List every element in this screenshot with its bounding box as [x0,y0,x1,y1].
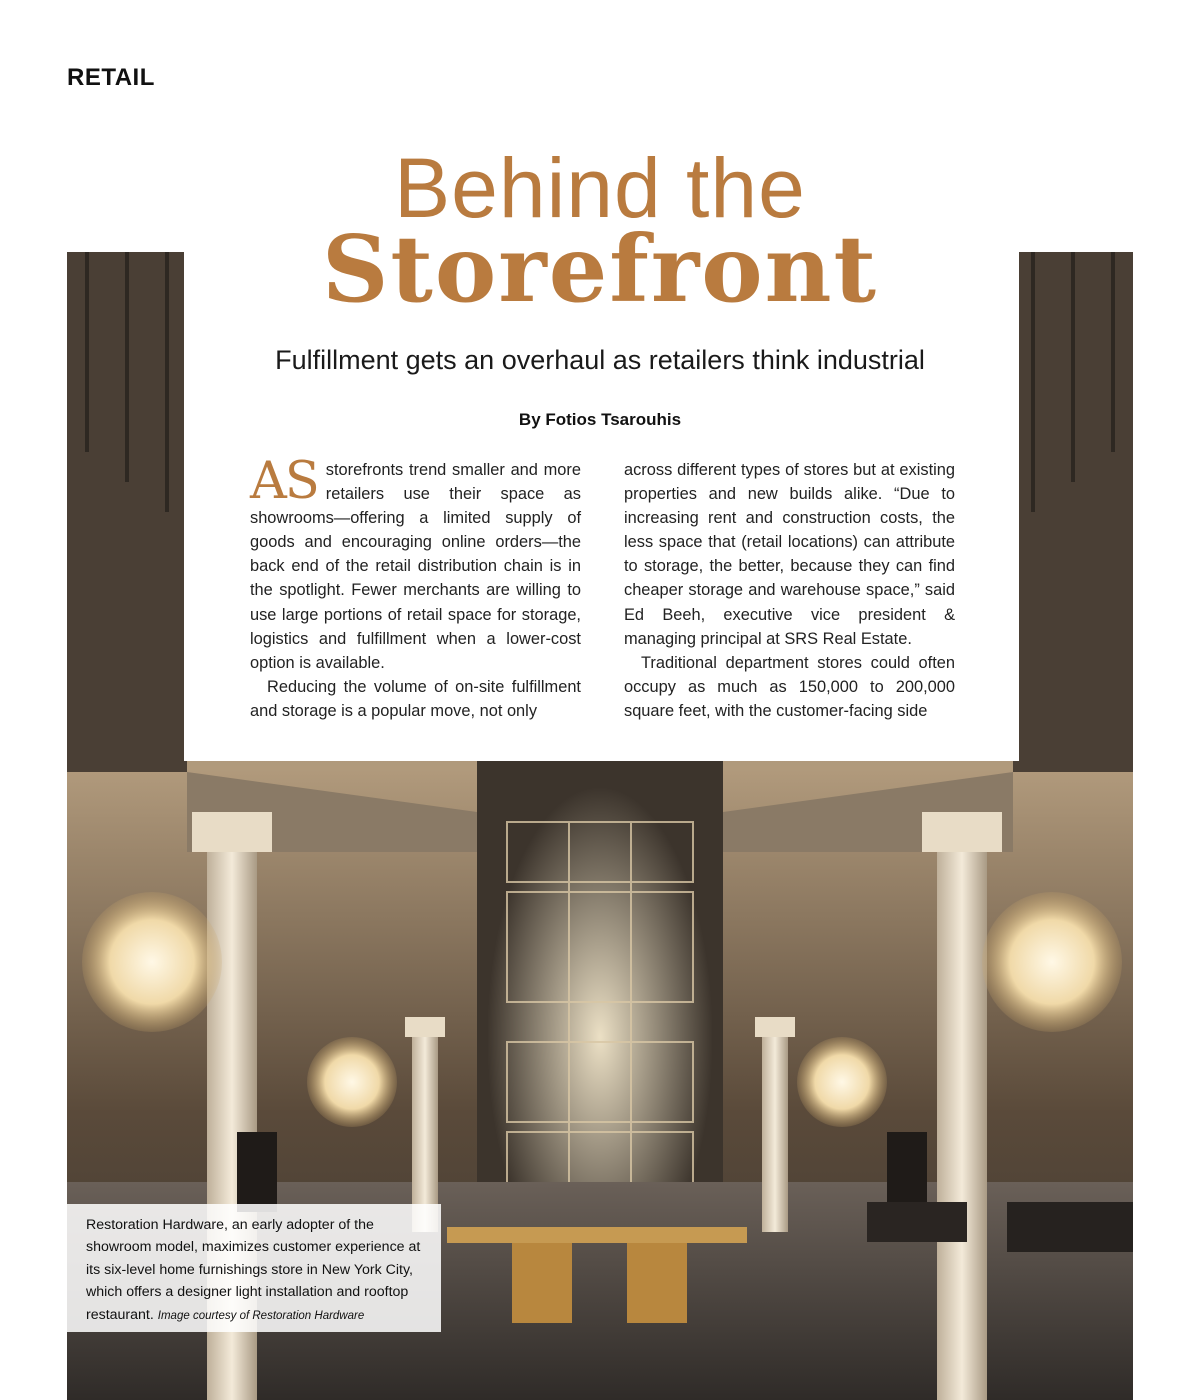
drop-cap: AS [250,452,318,511]
article-paragraph-2: Reducing the volume of on-site fulfillment and storage is a popular move, not only [250,677,581,720]
headline-line-1: Behind the [394,141,806,235]
article-column-left [250,452,581,723]
paragraph-1-text: storefronts trend smaller and more retailers use their space as showrooms—offering a limited supply of goods and encouraging online orders—the back end of the retail distribution chain is in the spotlight. Fewer merchants are willing to use large portions of retail space for storage, logistics and fulfillment when a lower-cost option is available. [250,461,581,672]
byline: By Fotios Tsarouhis [518,410,682,429]
article-paragraph-4: Traditional department stores could often occupy as much as 150,000 to 200,000 square feet, with the customer-facing side [624,653,955,720]
article-column-right [624,458,955,723]
article-paragraph-1 [250,452,581,675]
photo-caption [67,1204,441,1332]
article-paragraph-3: across different types of stores but at existing properties and new builds alike. “Due to increasing rent and construction costs, the less space that (retail locations) can attribute to storage, the better, because they can find cheaper storage and warehouse space,” said Ed Beeh, executive vice president & managing principal at SRS Real Estate. [624,461,955,648]
subheadline: Fulfillment gets an overhaul as retailers think industrial [275,345,925,375]
section-label: RETAIL [67,64,155,91]
caption-text: Restoration Hardware, an early adopter of the showroom model, maximizes customer experience at its six-level home furnishings store in New York City, which offers a designer light installation and rooftop restaurant. [86,1217,421,1323]
caption-credit: Image courtesy of Restoration Hardware [157,1309,365,1322]
headline-line-2: Storefront [321,215,879,323]
